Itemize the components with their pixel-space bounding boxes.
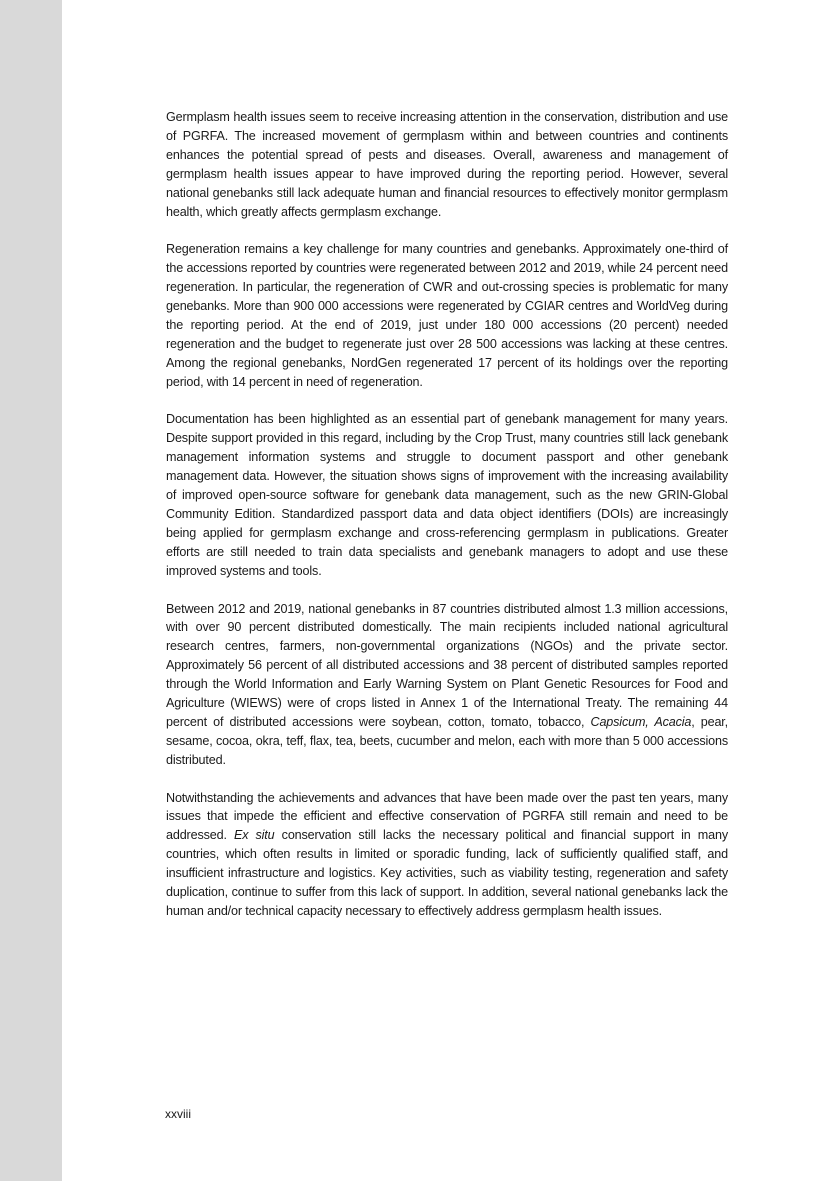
page-number: xxviii bbox=[165, 1107, 191, 1121]
italic-species-names: Capsicum, Acacia bbox=[590, 714, 692, 729]
document-body bbox=[166, 108, 728, 940]
paragraph-remaining-issues bbox=[166, 789, 728, 921]
text-segment: Notwithstanding the achievements and advances that have been made over the past ten years, many issues that impede the efficient and effective conservation of PGRFA still remain and need to be addressed. bbox=[166, 790, 728, 843]
text-segment: conservation still lacks the necessary political and financial support in many countries, which often results in limited or sporadic funding, lack of sufficiently qualified staff, and insufficient infrastructure and logistics. Key activities, such as viability testing, regeneration and safety duplication, continue to suffer from this lack of support. In addition, several national genebanks lack the human and/or technical capacity necessary to effectively address germplasm health issues. bbox=[166, 828, 728, 918]
italic-ex-situ: Ex situ bbox=[233, 828, 275, 843]
text-segment: Germplasm health issues seem to receive increasing attention in the conservation, distribution and use of PGRFA. The increased movement of germplasm within and between countries and continents enhances the potential spread of pests and diseases. Overall, awareness and management of germplasm health issues appear to have improved during the reporting period. However, several national genebanks still lack adequate human and financial resources to effectively monitor germplasm health, which greatly affects germplasm exchange. bbox=[166, 110, 728, 219]
text-segment: Documentation has been highlighted as an essential part of genebank management for many years. Despite support provided in this regard, including by the Crop Trust, many countries still lack genebank management information systems and struggle to document passport and other genebank management data. However, the situation shows signs of improvement with the increasing availability of improved open-source software for genebank data management, such as the new GRIN-Global Community Edition. Standardized passport data and data object identifiers (DOIs) are increasingly being applied for germplasm exchange and cross-referencing germplasm in publications. Greater efforts are still needed to train data specialists and genebank managers to adopt and use these improved systems and tools. bbox=[166, 412, 728, 578]
text-segment: Regeneration remains a key challenge for many countries and genebanks. Approximately one-third of the accessions reported by countries were regenerated between 2012 and 2019, while 24 percent need regeneration. In particular, the regeneration of CWR and out-crossing species is problematic for many genebanks. More than 900 000 accessions were regenerated by CGIAR centres and WorldVeg during the reporting period. At the end of 2019, just under 180 000 accessions (20 percent) needed regeneration and the budget to regenerate just over 28 500 accessions was lacking at these centres. Among the regional genebanks, NordGen regenerated 17 percent of its holdings over the reporting period, with 14 percent in need of regeneration. bbox=[166, 242, 728, 389]
page-side-band bbox=[0, 0, 62, 1181]
paragraph-regeneration bbox=[166, 240, 728, 391]
paragraph-germplasm-health bbox=[166, 108, 728, 221]
text-segment: Between 2012 and 2019, national genebanks in 87 countries distributed almost 1.3 million accessions, with over 90 percent distributed domestically. The main recipients included national agricultural research centres, farmers, non-governmental organizations (NGOs) and the private sector. Approximately 56 percent of all distributed accessions and 38 percent of distributed samples reported through the World Information and Early Warning System on Plant Genetic Resources for Food and Agriculture (WIEWS) were of crops listed in Annex 1 of the International Treaty. The remaining 44 percent of distributed accessions were soybean, cotton, tomato, tobacco, bbox=[166, 601, 728, 729]
paragraph-distribution bbox=[166, 600, 728, 770]
paragraph-documentation bbox=[166, 410, 728, 580]
text-segment: , pear, sesame, cocoa, okra, teff, flax, tea, beets, cucumber and melon, each with more than 5 000 accessions distributed. bbox=[166, 714, 728, 767]
